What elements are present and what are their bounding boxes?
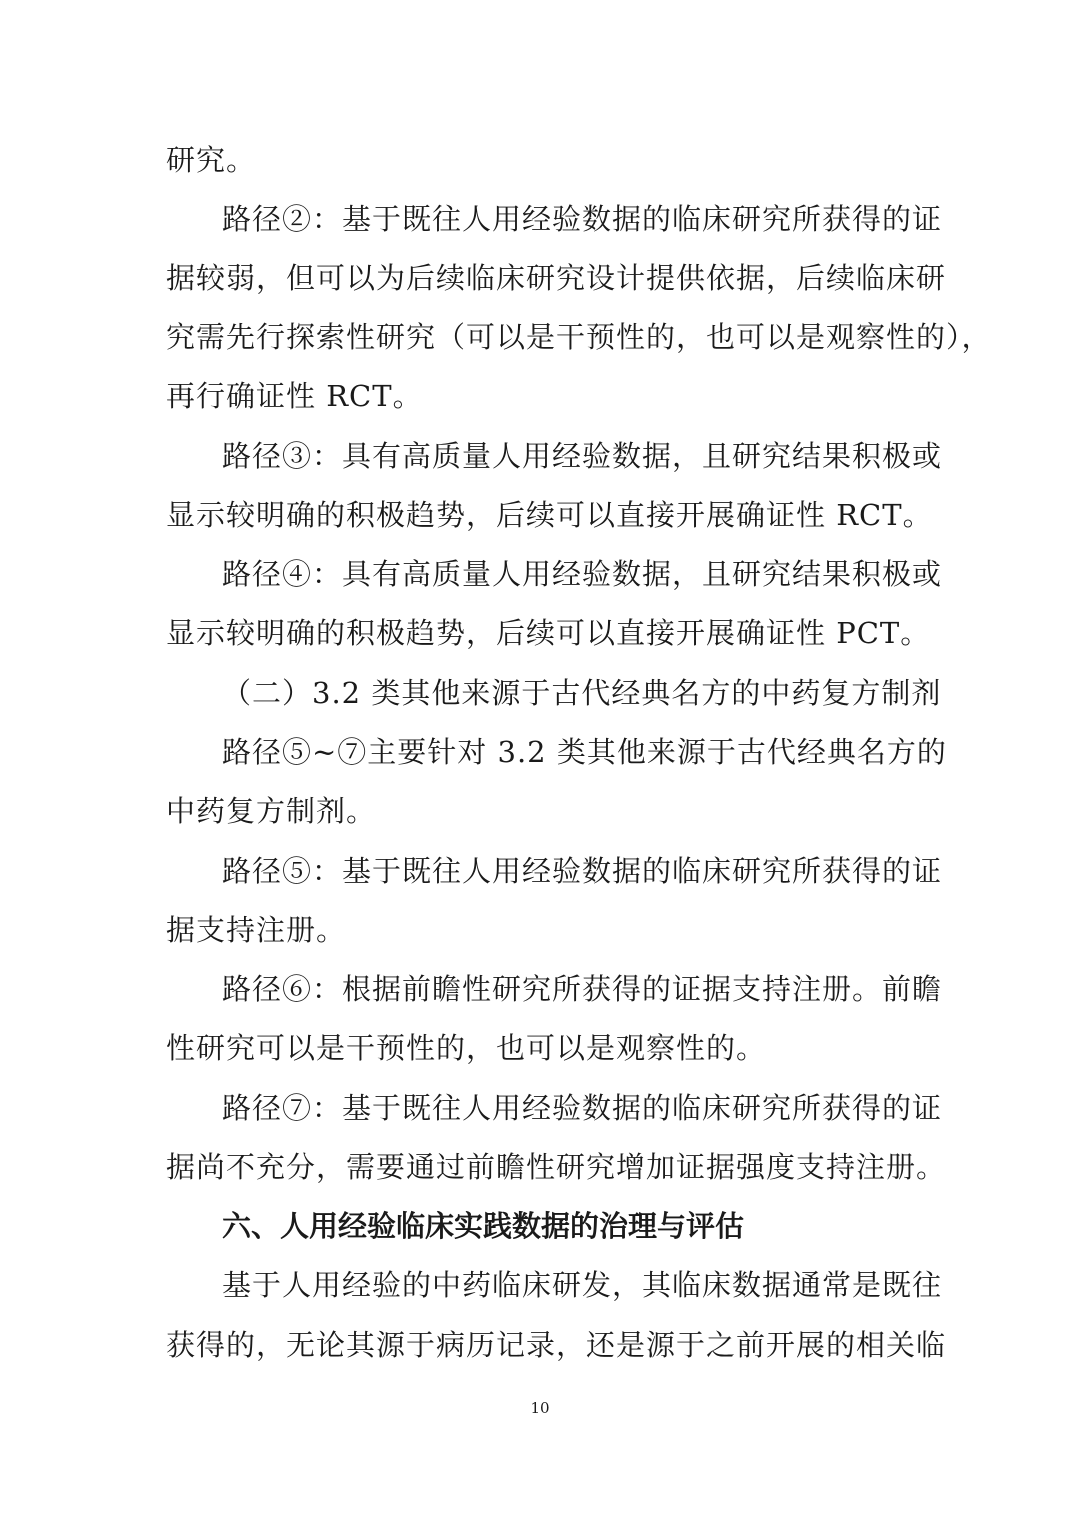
text-line: 显示较明确的积极趋势，后续可以直接开展确证性 PCT。 bbox=[166, 616, 931, 650]
text-line: 路径④：具有高质量人用经验数据，且研究结果积极或 bbox=[222, 557, 943, 591]
section-heading: 六、人用经验临床实践数据的治理与评估 bbox=[222, 1209, 745, 1243]
text-line: 路径⑤：基于既往人用经验数据的临床研究所获得的证 bbox=[222, 854, 943, 888]
text-line: 路径⑥：根据前瞻性研究所获得的证据支持注册。前瞻 bbox=[222, 972, 943, 1006]
text-line: 据尚不充分，需要通过前瞻性研究增加证据强度支持注册。 bbox=[166, 1150, 947, 1184]
text-line: 基于人用经验的中药临床研发，其临床数据通常是既往 bbox=[222, 1268, 943, 1302]
page-number: 10 bbox=[530, 1399, 550, 1417]
text-line: 据支持注册。 bbox=[166, 913, 347, 947]
text-line: 研究。 bbox=[166, 143, 257, 177]
text-line: 路径②：基于既往人用经验数据的临床研究所获得的证 bbox=[222, 202, 943, 236]
text-line: 究需先行探索性研究（可以是干预性的，也可以是观察性的）， bbox=[166, 320, 992, 354]
section-subheading: （二）3.2 类其他来源于古代经典名方的中药复方制剂 bbox=[222, 676, 942, 710]
text-line: 路径⑦：基于既往人用经验数据的临床研究所获得的证 bbox=[222, 1091, 943, 1125]
text-line: 路径⑤~⑦主要针对 3.2 类其他来源于古代经典名方的 bbox=[222, 735, 947, 769]
text-line: 再行确证性 RCT。 bbox=[166, 379, 423, 413]
text-line: 据较弱，但可以为后续临床研究设计提供依据，后续临床研 bbox=[166, 261, 947, 295]
text-line: 路径③：具有高质量人用经验数据，且研究结果积极或 bbox=[222, 439, 943, 473]
text-line: 显示较明确的积极趋势，后续可以直接开展确证性 RCT。 bbox=[166, 498, 933, 532]
text-line: 获得的，无论其源于病历记录，还是源于之前开展的相关临 bbox=[166, 1328, 947, 1362]
text-line: 性研究可以是干预性的，也可以是观察性的。 bbox=[166, 1031, 767, 1065]
text-line: 中药复方制剂。 bbox=[166, 794, 377, 828]
